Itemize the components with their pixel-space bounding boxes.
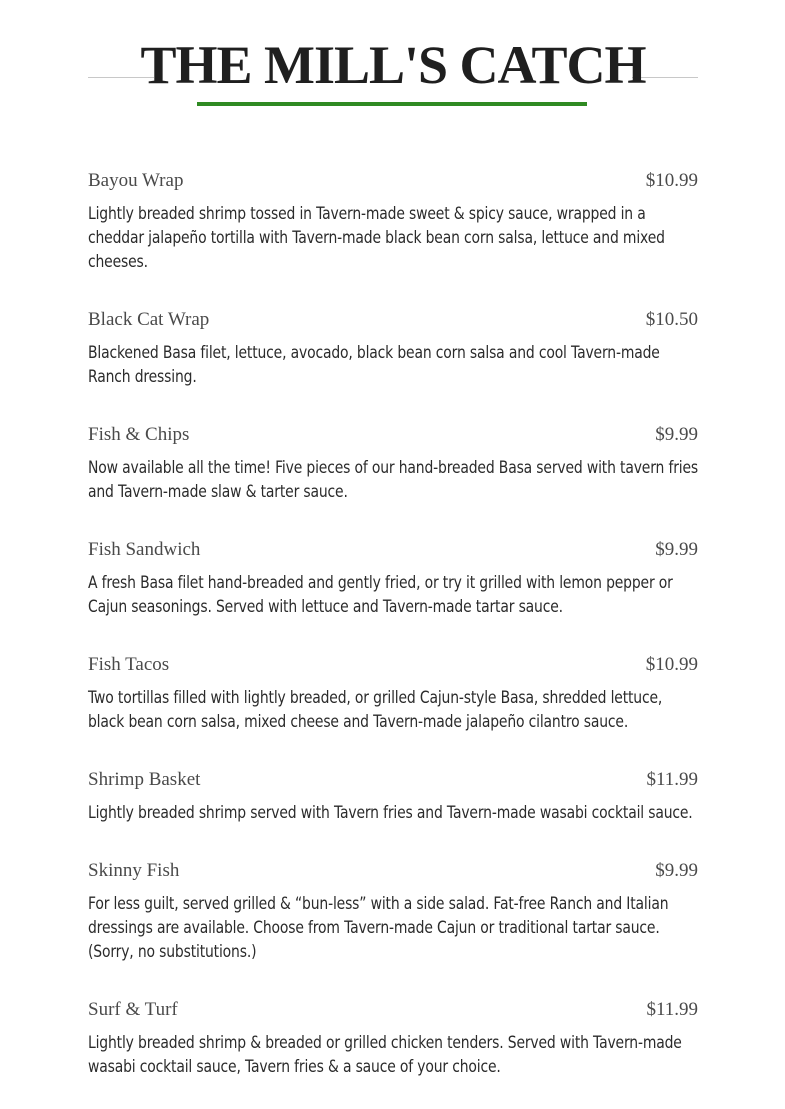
item-price: $9.99 (655, 539, 698, 560)
item-name: Fish Tacos (88, 654, 170, 675)
menu-item-shrimp-basket (88, 764, 698, 825)
item-price: $10.50 (645, 309, 698, 330)
menu-page (88, 0, 699, 1077)
item-description: Lightly breaded shrimp served with Tavern fries and Tavern-made wasabi cocktail sauce. (88, 803, 693, 823)
page-title: THE MILL'S CATCH (140, 35, 646, 95)
item-description: Now available all the time! Five pieces of our hand-breaded Basa served with tavern fries and Tavern-made slaw & tarter sauce. (88, 458, 699, 502)
title-underline (197, 102, 587, 106)
menu-item-fish-sandwich (88, 534, 698, 619)
item-name: Fish Sandwich (88, 539, 201, 560)
menu-item-bayou-wrap (88, 165, 698, 274)
item-price: $10.99 (645, 654, 698, 675)
item-price: $11.99 (646, 999, 698, 1020)
menu-item-surf-and-turf (88, 994, 698, 1079)
item-description: Two tortillas filled with lightly breaded, or grilled Cajun-style Basa, shredded lettuce, black bean corn salsa, mixed cheese and Tavern-made jalapeño cilantro sauce. (88, 688, 663, 732)
menu-item-fish-and-chips (88, 419, 698, 504)
item-description: A fresh Basa filet hand-breaded and gently fried, or try it grilled with lemon pepper or Cajun seasonings. Served with lettuce and Tavern-made tartar sauce. (88, 573, 673, 617)
item-name: Black Cat Wrap (88, 309, 210, 330)
menu-item-fish-tacos (88, 649, 698, 734)
item-name: Fish & Chips (88, 424, 190, 445)
item-description: For less guilt, served grilled & “bun-less” with a side salad. Fat-free Ranch and Italian dressings are available. Choose from Tavern-made Cajun or traditional tartar sauce. (Sorry, no substitutions.) (88, 894, 669, 962)
menu-item-black-cat-wrap (88, 304, 698, 389)
menu-item-skinny-fish (88, 855, 698, 964)
item-name: Surf & Turf (88, 999, 178, 1020)
item-description: Blackened Basa filet, lettuce, avocado, black bean corn salsa and cool Tavern-made Ranch dressing. (88, 343, 660, 387)
item-name: Skinny Fish (88, 860, 180, 881)
menu-list (88, 165, 698, 1109)
item-price: $10.99 (645, 170, 698, 191)
item-description: Lightly breaded shrimp tossed in Tavern-made sweet & spicy sauce, wrapped in a cheddar jalapeño tortilla with Tavern-made black bean corn salsa, lettuce and mixed cheeses. (88, 204, 665, 272)
item-name: Shrimp Basket (88, 769, 201, 790)
item-price: $11.99 (646, 769, 698, 790)
item-description: Lightly breaded shrimp & breaded or grilled chicken tenders. Served with Tavern-made wasabi cocktail sauce, Tavern fries & a sauce of your choice. (88, 1033, 682, 1077)
item-name: Bayou Wrap (88, 170, 184, 191)
menu-header (88, 0, 698, 120)
item-price: $9.99 (655, 860, 698, 881)
item-price: $9.99 (655, 424, 698, 445)
